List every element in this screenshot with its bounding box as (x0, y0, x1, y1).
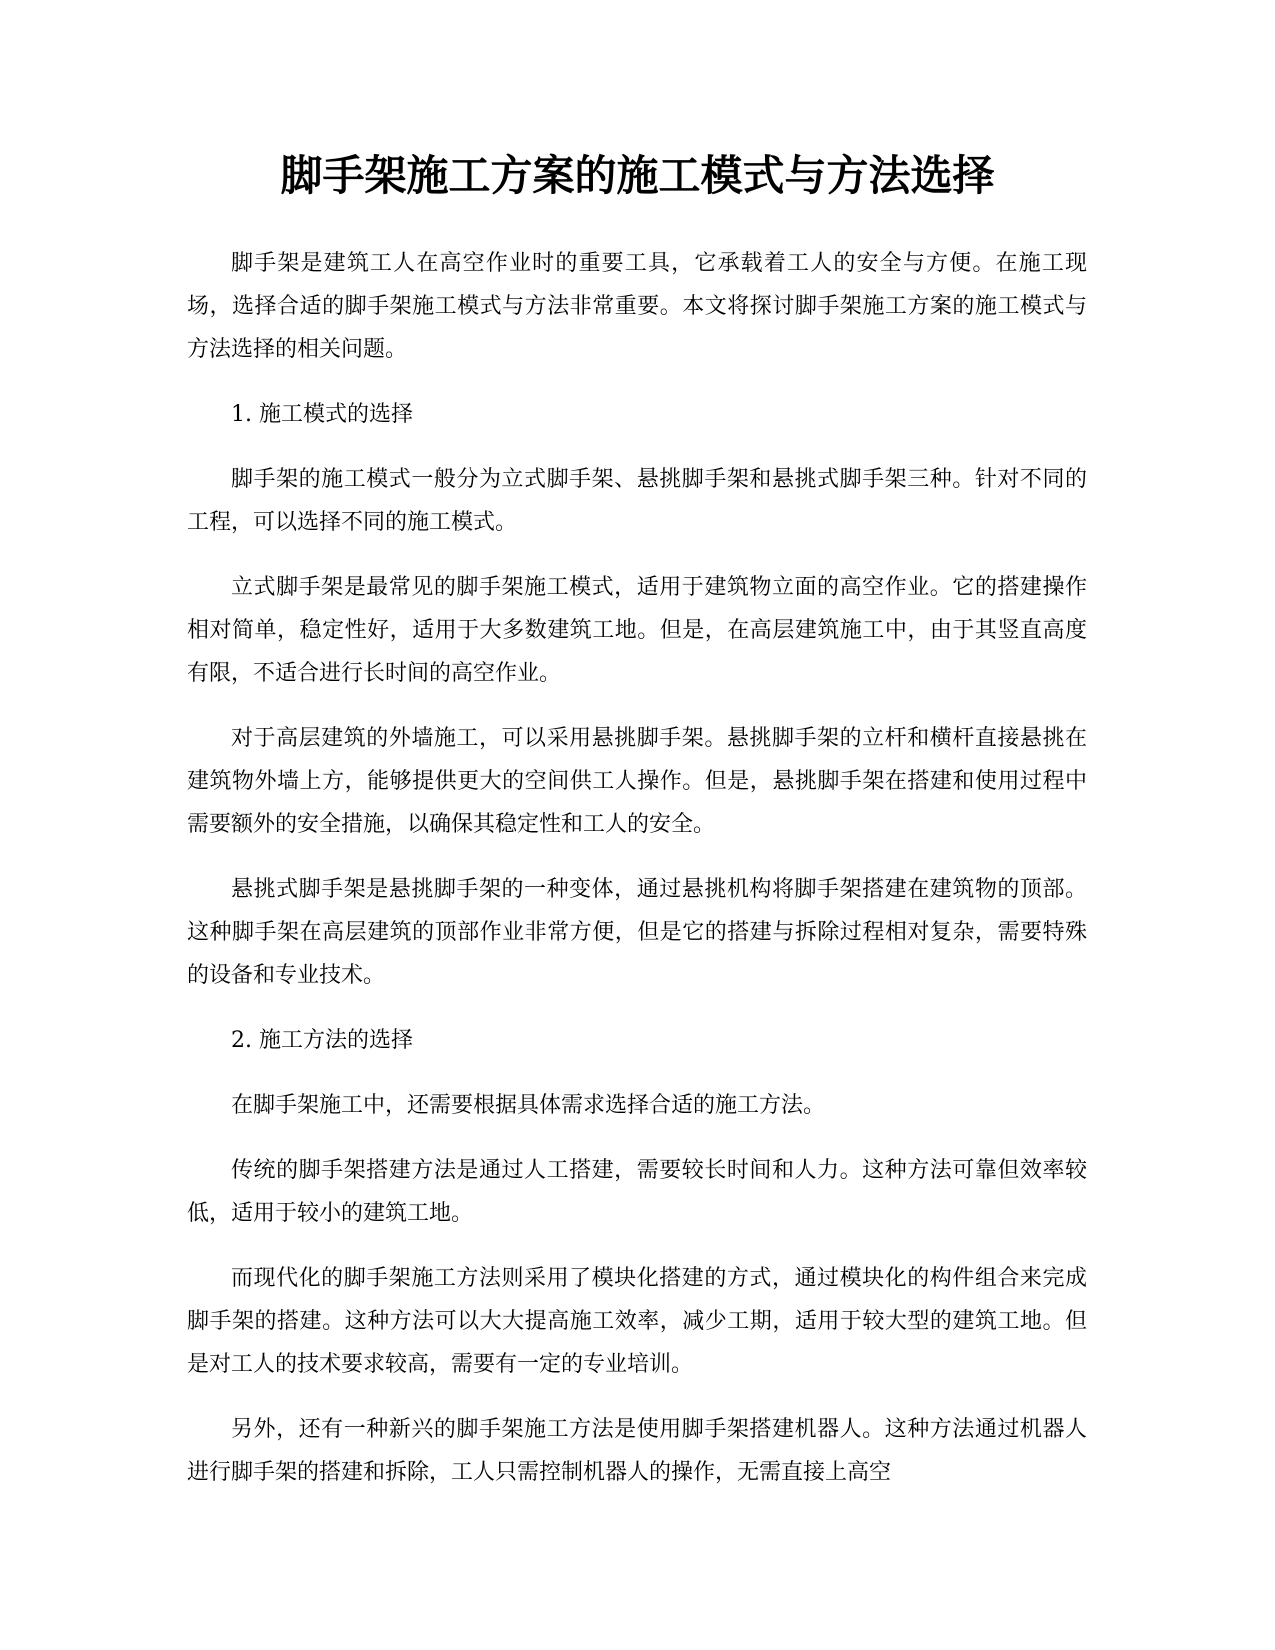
document-body (187, 242, 1087, 1516)
paragraph: 对于高层建筑的外墙施工，可以采用悬挑脚手架。悬挑脚手架的立杆和横杆直接悬挑在建筑物外墙上方，能够提供更大的空间供工人操作。但是，悬挑脚手架在搭建和使用过程中需要额外的安全措施，以确保其稳定性和工人的安全。 (187, 726, 1087, 837)
paragraph: 悬挑式脚手架是悬挑脚手架的一种变体，通过悬挑机构将脚手架搭建在建筑物的顶部。这种脚手架在高层建筑的顶部作业非常方便，但是它的搭建与拆除过程相对复杂，需要特殊的设备和专业技术。 (187, 877, 1087, 988)
paragraph: 而现代化的脚手架施工方法则采用了模块化搭建的方式，通过模块化的构件组合来完成脚手架的搭建。这种方法可以大大提高施工效率，减少工期，适用于较大型的建筑工地。但是对工人的技术要求较高，需要有一定的专业培训。 (187, 1266, 1087, 1377)
section-heading-1: 1. 施工模式的选择 (231, 402, 413, 427)
paragraph: 另外，还有一种新兴的脚手架施工方法是使用脚手架搭建机器人。这种方法通过机器人进行脚手架的搭建和拆除，工人只需控制机器人的操作，无需直接上高空 (187, 1417, 1087, 1485)
paragraph: 脚手架的施工模式一般分为立式脚手架、悬挑脚手架和悬挑式脚手架三种。针对不同的工程，可以选择不同的施工模式。 (187, 467, 1087, 535)
paragraph: 在脚手架施工中，还需要根据具体需求选择合适的施工方法。 (231, 1093, 826, 1118)
paragraph: 传统的脚手架搭建方法是通过人工搭建，需要较长时间和人力。这种方法可靠但效率较低，适用于较小的建筑工地。 (187, 1158, 1087, 1226)
paragraph-intro: 脚手架是建筑工人在高空作业时的重要工具，它承载着工人的安全与方便。在施工现场，选择合适的脚手架施工模式与方法非常重要。本文将探讨脚手架施工方案的施工模式与方法选择的相关问题。 (187, 251, 1087, 362)
document-title: 脚手架施工方案的施工模式与方法选择 (280, 151, 995, 200)
section-heading-2: 2. 施工方法的选择 (231, 1028, 413, 1053)
paragraph: 立式脚手架是最常见的脚手架施工模式，适用于建筑物立面的高空作业。它的搭建操作相对简单，稳定性好，适用于大多数建筑工地。但是，在高层建筑施工中，由于其竖直高度有限，不适合进行长时间的高空作业。 (187, 575, 1087, 686)
